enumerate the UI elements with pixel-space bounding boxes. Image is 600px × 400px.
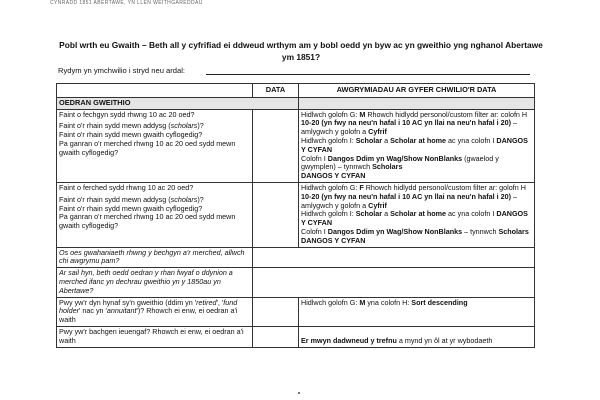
girls-data-cell[interactable] <box>253 182 299 247</box>
boys-tip3: Colofn I Dangos Ddim yn Wag/Show NonBlanks (gwaelod y gwymplen) – tynnwch Scholars <box>301 153 499 172</box>
girls-q2: Faint o'r rhain sydd mewn addysg (scholars)? <box>59 194 204 204</box>
section-fill-2 <box>299 97 535 109</box>
youngest-boy-question: Pwy yw'r bachgen ieuengaf? Rhowch ei enw, ei oedran a'i waith <box>57 326 253 347</box>
difference-question: Os oes gwahaniaeth rhwng y bechgyn a'r merched, allwch chi awgrymu pam? <box>57 247 253 268</box>
difference-answer-cell[interactable] <box>253 247 535 268</box>
girls-q1: Faint o ferched sydd rhwng 10 ac 20 oed? <box>59 182 194 192</box>
tips-column-header: AWGRYMIADAU AR GYFER CHWILIO'R DATA <box>299 84 535 98</box>
data-column-header: DATA <box>253 84 299 98</box>
boys-tip1: Hidlwch golofn G: M Rhowch hidlydd personol/custom filter ar: colofn H 10-20 (yn fwy na neu'n hafal i 10 AC yn llai na neu'n hafal i 20) – amlygwch y golofn a Cyfrif <box>301 109 528 137</box>
section-title: OEDRAN GWEITHIO <box>57 97 253 109</box>
girls-tip1: Hidlwch golofn G: F Rhowch hidlydd personol/custom filter ar: golofn H 10-20 (yn fwy na neu'n hafal i 10 AC yn llai na neu'n hafal i 20) – amlygwch y golofn a Cyfrif <box>301 182 526 210</box>
girls-q3: Faint o'r rhain sydd mewn gwaith cyflogedig? <box>59 203 203 213</box>
girls-tips <box>299 182 535 247</box>
table-header-row <box>57 84 535 98</box>
header-fragment: CYNRADD 1851 ABERTAWE, YN LLEN WEITHGAREDDAU <box>50 0 203 6</box>
boys-tips <box>299 109 535 182</box>
street-input-line[interactable] <box>206 74 530 75</box>
boys-tip2: Hidlwch golofn I: Scholar a Scholar at home ac yna colofn I DANGOS Y CYFAN <box>301 135 528 154</box>
boys-data-cell[interactable] <box>253 109 299 182</box>
boys-tip3-end: DANGOS Y CYFAN <box>301 171 366 181</box>
boys-q1: Faint o fechgyn sydd rhwng 10 ac 20 oed? <box>59 109 195 119</box>
street-label: Rydym yn ymchwilio i stryd neu ardal: <box>58 66 186 75</box>
starting-age-question: Ar sail hyn, beth oedd oedran y rhan fwyaf o ddynion a merched ifanc yn dechrau gweithio yn y 1850au yn Abertawe? <box>57 268 253 297</box>
youngest-boy-tip: Er mwyn dadwneud y trefnu a mynd yn ôl at yr wybodaeth <box>299 326 535 347</box>
girls-tip3-end: DANGOS Y CYFAN <box>301 235 366 245</box>
table-row-difference <box>57 247 535 268</box>
boys-questions <box>57 109 253 182</box>
oldest-man-tip: Hidlwch golofn G: M yna colofn H: Sort descending <box>299 297 535 326</box>
table-row-oldest-man <box>57 297 535 326</box>
girls-tip2: Hidlwch golofn I: Scholar a Scholar at home ac yna colofn I DANGOS Y CYFAN <box>301 209 528 228</box>
header-blank-cell <box>57 84 253 98</box>
girls-questions <box>57 182 253 247</box>
page-mark <box>298 392 300 394</box>
girls-q4: Pa ganran o'r merched rhwng 10 ac 20 oed sydd mewn gwaith cyflogedig? <box>59 212 236 231</box>
girls-tip3: Colofn I Dangos Ddim yn Wag/Show NonBlanks – tynnwch Scholars <box>301 226 529 236</box>
table-row-boys <box>57 109 535 182</box>
oldest-man-question: Pwy yw'r dyn hynaf sy'n gweithio (ddim yn 'retired', 'fund holder' nac yn 'annuitant')? Rhowch ei enw, ei oedran a'i waith <box>57 297 253 326</box>
table-row-girls <box>57 182 535 247</box>
page-title: Pobl wrth eu Gwaith – Beth all y cyfrifiad ei ddweud wrthym am y bobl oedd yn byw ac yn gweithio yng nghanol Abertawe ym 1851? <box>59 40 543 62</box>
worksheet-table <box>56 83 535 348</box>
boys-q4: Pa ganran o'r merched rhwng 10 ac 20 oed sydd mewn gwaith cyflogedig? <box>59 138 236 157</box>
section-row <box>57 97 535 109</box>
table-row-starting-age <box>57 268 535 297</box>
oldest-man-data-cell[interactable] <box>253 297 299 326</box>
starting-age-answer-cell[interactable] <box>253 268 535 297</box>
table-row-youngest-boy <box>57 326 535 347</box>
youngest-boy-data-cell[interactable] <box>253 326 299 347</box>
section-fill <box>253 97 299 109</box>
boys-q2: Faint o'r rhain sydd mewn addysg (scholars)? <box>59 121 204 131</box>
boys-q3: Faint o'r rhain sydd mewn gwaith cyflogedig? <box>59 130 203 140</box>
